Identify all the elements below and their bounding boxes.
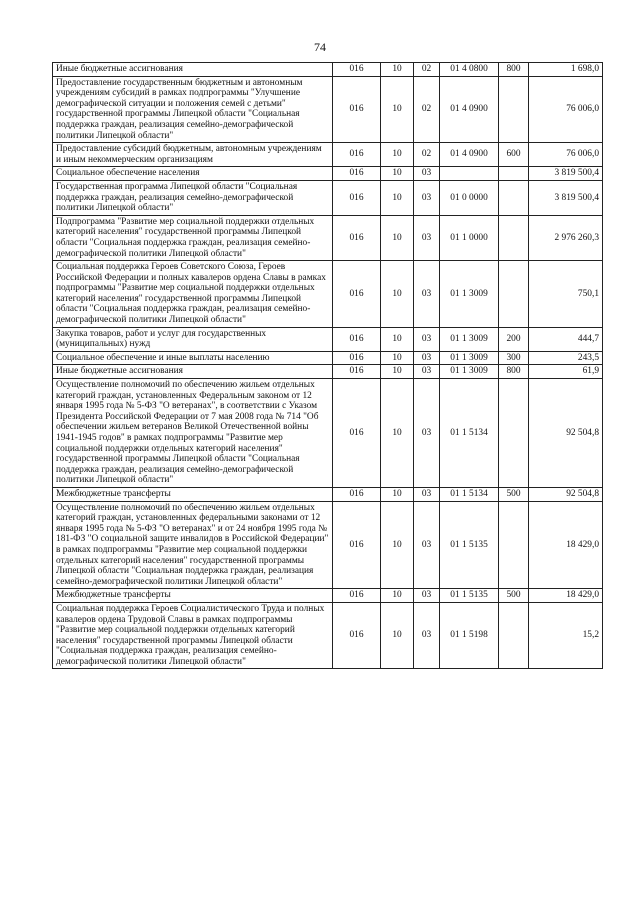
target-article-cell: 01 1 5134 bbox=[440, 379, 499, 488]
target-article-cell: 01 1 3009 bbox=[440, 261, 499, 328]
table-row bbox=[53, 143, 603, 167]
subsection-code-cell: 03 bbox=[414, 261, 440, 328]
admin-code-cell: 016 bbox=[333, 167, 381, 181]
admin-code-cell: 016 bbox=[333, 215, 381, 260]
item-name-cell: Иные бюджетные ассигнования bbox=[53, 63, 333, 77]
amount-cell: 18 429,0 bbox=[529, 589, 603, 603]
section-code-cell: 10 bbox=[381, 602, 414, 669]
subsection-code-cell: 03 bbox=[414, 351, 440, 365]
table-row bbox=[53, 379, 603, 488]
amount-cell: 76 006,0 bbox=[529, 76, 603, 143]
item-name-cell: Иные бюджетные ассигнования bbox=[53, 365, 333, 379]
table-row bbox=[53, 365, 603, 379]
item-name-cell: Предоставление государственным бюджетным и автономным учреждениям субсидий в рамках подпрограммы "Улучшение демографической ситуации и положения семей с детьми" государственной программы Липецкой области "Социальная поддержка граждан, реализация семейно-демографической политики Липецкой области" bbox=[53, 76, 333, 143]
subsection-code-cell: 03 bbox=[414, 602, 440, 669]
admin-code-cell: 016 bbox=[333, 180, 381, 215]
subsection-code-cell: 03 bbox=[414, 180, 440, 215]
amount-cell: 92 504,8 bbox=[529, 379, 603, 488]
item-name-cell: Межбюджетные трансферты bbox=[53, 487, 333, 501]
admin-code-cell: 016 bbox=[333, 327, 381, 351]
budget-table-body bbox=[53, 63, 603, 669]
amount-cell: 61,9 bbox=[529, 365, 603, 379]
subsection-code-cell: 03 bbox=[414, 379, 440, 488]
table-row bbox=[53, 351, 603, 365]
target-article-cell: 01 0 0000 bbox=[440, 180, 499, 215]
subsection-code-cell: 03 bbox=[414, 365, 440, 379]
item-name-cell: Подпрограмма "Развитие мер социальной поддержки отдельных категорий населения" государственной программы Липецкой области "Социальная поддержка граждан, реализация семейно-демографической политики Липецкой области" bbox=[53, 215, 333, 260]
item-name-cell: Закупка товаров, работ и услуг для государственных (муниципальных) нужд bbox=[53, 327, 333, 351]
section-code-cell: 10 bbox=[381, 365, 414, 379]
admin-code-cell: 016 bbox=[333, 602, 381, 669]
table-row bbox=[53, 589, 603, 603]
expense-type-cell: 800 bbox=[499, 63, 529, 77]
item-name-cell: Государственная программа Липецкой области "Социальная поддержка граждан, реализация семейно-демографической политики Липецкой области" bbox=[53, 180, 333, 215]
table-row bbox=[53, 261, 603, 328]
table-row bbox=[53, 487, 603, 501]
table-row bbox=[53, 602, 603, 669]
target-article-cell: 01 4 0900 bbox=[440, 76, 499, 143]
target-article-cell bbox=[440, 167, 499, 181]
expense-type-cell: 300 bbox=[499, 351, 529, 365]
item-name-cell: Социальное обеспечение населения bbox=[53, 167, 333, 181]
section-code-cell: 10 bbox=[381, 63, 414, 77]
admin-code-cell: 016 bbox=[333, 261, 381, 328]
section-code-cell: 10 bbox=[381, 487, 414, 501]
subsection-code-cell: 03 bbox=[414, 215, 440, 260]
item-name-cell: Социальная поддержка Героев Социалистического Труда и полных кавалеров ордена Трудовой Славы в рамках подпрограммы "Развитие мер социальной поддержки отдельных категорий населения" государственной программы Липецкой области "Социальная поддержка граждан, реализация семейно-демографической политики Липецкой области" bbox=[53, 602, 333, 669]
expense-type-cell bbox=[499, 76, 529, 143]
amount-cell: 444,7 bbox=[529, 327, 603, 351]
table-row bbox=[53, 167, 603, 181]
target-article-cell: 01 1 5198 bbox=[440, 602, 499, 669]
subsection-code-cell: 03 bbox=[414, 501, 440, 589]
admin-code-cell: 016 bbox=[333, 351, 381, 365]
section-code-cell: 10 bbox=[381, 167, 414, 181]
target-article-cell: 01 1 3009 bbox=[440, 365, 499, 379]
item-name-cell: Предоставление субсидий бюджетным, автономным учреждениям и иным некоммерческим организациям bbox=[53, 143, 333, 167]
admin-code-cell: 016 bbox=[333, 76, 381, 143]
subsection-code-cell: 03 bbox=[414, 589, 440, 603]
section-code-cell: 10 bbox=[381, 215, 414, 260]
amount-cell: 76 006,0 bbox=[529, 143, 603, 167]
target-article-cell: 01 1 3009 bbox=[440, 327, 499, 351]
amount-cell: 3 819 500,4 bbox=[529, 180, 603, 215]
admin-code-cell: 016 bbox=[333, 589, 381, 603]
table-row bbox=[53, 63, 603, 77]
subsection-code-cell: 03 bbox=[414, 167, 440, 181]
section-code-cell: 10 bbox=[381, 379, 414, 488]
admin-code-cell: 016 bbox=[333, 501, 381, 589]
amount-cell: 3 819 500,4 bbox=[529, 167, 603, 181]
section-code-cell: 10 bbox=[381, 180, 414, 215]
amount-cell: 750,1 bbox=[529, 261, 603, 328]
admin-code-cell: 016 bbox=[333, 365, 381, 379]
target-article-cell: 01 1 3009 bbox=[440, 351, 499, 365]
expense-type-cell: 200 bbox=[499, 327, 529, 351]
section-code-cell: 10 bbox=[381, 589, 414, 603]
target-article-cell: 01 1 5135 bbox=[440, 589, 499, 603]
expense-type-cell: 800 bbox=[499, 365, 529, 379]
section-code-cell: 10 bbox=[381, 351, 414, 365]
subsection-code-cell: 03 bbox=[414, 487, 440, 501]
amount-cell: 15,2 bbox=[529, 602, 603, 669]
item-name-cell: Осуществление полномочий по обеспечению жильем отдельных категорий граждан, установленных Федеральным законом от 12 января 1995 года № 5-ФЗ "О ветеранах", в соответствии с Указом Президента Российской Федерации от 7 мая 2008 года № 714 "Об обеспечении жильем ветеранов Великой Отечественной войны 1941-1945 годов" в рамках подпрограммы "Развитие мер социальной поддержки отдельных категорий населения" государственной программы Липецкой области "Социальная поддержка граждан, реализация семейно-демографической политики Липецкой области" bbox=[53, 379, 333, 488]
section-code-cell: 10 bbox=[381, 501, 414, 589]
amount-cell: 2 976 260,3 bbox=[529, 215, 603, 260]
target-article-cell: 01 4 0800 bbox=[440, 63, 499, 77]
subsection-code-cell: 02 bbox=[414, 143, 440, 167]
amount-cell: 92 504,8 bbox=[529, 487, 603, 501]
expense-type-cell: 600 bbox=[499, 143, 529, 167]
expense-type-cell bbox=[499, 215, 529, 260]
target-article-cell: 01 1 5134 bbox=[440, 487, 499, 501]
amount-cell: 243,5 bbox=[529, 351, 603, 365]
target-article-cell: 01 1 5135 bbox=[440, 501, 499, 589]
expense-type-cell: 500 bbox=[499, 487, 529, 501]
amount-cell: 18 429,0 bbox=[529, 501, 603, 589]
expense-type-cell bbox=[499, 261, 529, 328]
section-code-cell: 10 bbox=[381, 261, 414, 328]
target-article-cell: 01 4 0900 bbox=[440, 143, 499, 167]
table-row bbox=[53, 180, 603, 215]
amount-cell: 1 698,0 bbox=[529, 63, 603, 77]
item-name-cell: Осуществление полномочий по обеспечению жильем отдельных категорий граждан, установленных федеральными законами от 12 января 1995 года № 5-ФЗ "О ветеранах" и от 24 ноября 1995 года № 181-ФЗ "О социальной защите инвалидов в Российской Федерации" в рамках подпрограммы "Развитие мер социальной поддержки отдельных категорий населения" государственной программы Липецкой области "Социальная поддержка граждан, реализация семейно-демографической политики Липецкой области" bbox=[53, 501, 333, 589]
table-row bbox=[53, 76, 603, 143]
page-number: 74 bbox=[314, 40, 326, 54]
item-name-cell: Социальная поддержка Героев Советского Союза, Героев Российской Федерации и полных кавалеров ордена Славы в рамках подпрограммы "Развитие мер социальной поддержки отдельных категорий населения" государственной программы Липецкой области "Социальная поддержка граждан, реализация семейно-демографической политики Липецкой области" bbox=[53, 261, 333, 328]
subsection-code-cell: 03 bbox=[414, 327, 440, 351]
expense-type-cell bbox=[499, 180, 529, 215]
expense-type-cell bbox=[499, 501, 529, 589]
table-row bbox=[53, 215, 603, 260]
admin-code-cell: 016 bbox=[333, 63, 381, 77]
table-row bbox=[53, 501, 603, 589]
subsection-code-cell: 02 bbox=[414, 76, 440, 143]
budget-table bbox=[52, 62, 603, 669]
item-name-cell: Межбюджетные трансферты bbox=[53, 589, 333, 603]
admin-code-cell: 016 bbox=[333, 143, 381, 167]
expense-type-cell: 500 bbox=[499, 589, 529, 603]
section-code-cell: 10 bbox=[381, 76, 414, 143]
target-article-cell: 01 1 0000 bbox=[440, 215, 499, 260]
section-code-cell: 10 bbox=[381, 143, 414, 167]
item-name-cell: Социальное обеспечение и иные выплаты населению bbox=[53, 351, 333, 365]
expense-type-cell bbox=[499, 167, 529, 181]
table-row bbox=[53, 327, 603, 351]
expense-type-cell bbox=[499, 602, 529, 669]
admin-code-cell: 016 bbox=[333, 487, 381, 501]
expense-type-cell bbox=[499, 379, 529, 488]
admin-code-cell: 016 bbox=[333, 379, 381, 488]
subsection-code-cell: 02 bbox=[414, 63, 440, 77]
section-code-cell: 10 bbox=[381, 327, 414, 351]
